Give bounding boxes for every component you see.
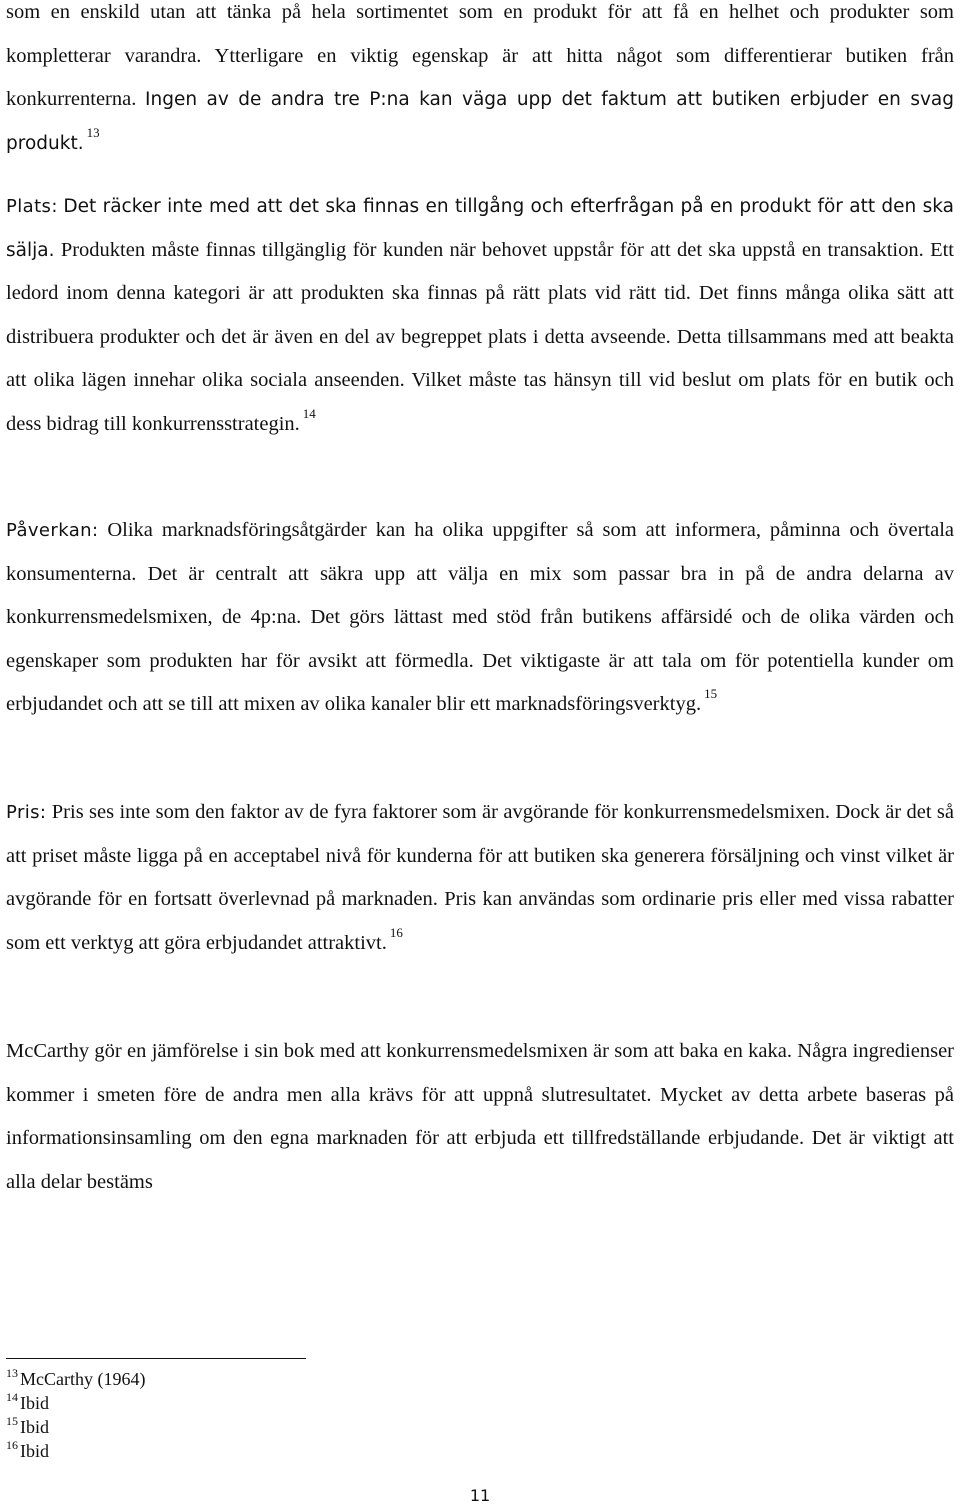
footnote-13 [6,1367,406,1391]
footnote-ref-16: 16 [389,924,403,940]
paragraph-paverkan [6,509,954,727]
paragraph-plats [6,185,954,446]
footnotes [6,1367,406,1463]
page-number: 11 [469,1486,491,1505]
footnote-15 [6,1415,406,1439]
paragraph-pris [6,791,954,965]
footnote-text: McCarthy (1964) [20,1369,146,1389]
footnote-separator [6,1358,306,1359]
footnote-ref-14: 14 [302,405,316,421]
footnote-ref-15: 15 [704,686,718,701]
footnote-text: Ibid [20,1417,49,1437]
paragraph-text: som en enskild utan att tänka på hela sortimentet som en produkt för att få en helhet och produkter som kompletterar varandra. Ytterligare en viktig egenskap är att hitta något som differentierar butiken från konkurrenterna. [6,1,954,110]
footnote-text: Ibid [20,1441,49,1461]
paragraph-text: Produkten måste finnas tillgänglig för kunden när behovet uppstår för att det ska uppstå en transaktion. Ett ledord inom denna kategori är att produkten ska finnas på rätt plats vid rätt tid. Det finns många olika sätt att distribuera produkter och det är även en del av begreppet plats i detta avseende. Detta tillsammans med att beakta att olika lägen innehar olika sociala anseenden. Vilket måste tas hänsyn till vid beslut om plats för en butik och dess bidrag till konkurrensstrategin. [6,238,955,435]
paragraph-text: Pris ses inte som den faktor av de fyra faktorer som är avgörande för konkurrensmedelsmixen. Dock är det så att priset måste ligga på en acceptabel nivå för kunderna för att butiken ska generera försäljning och vinst vilket är avgörande för en fortsatt överlevnad på marknaden. Pris kan användas som ordinarie pris eller med vissa rabatter som ett verktyg att göra erbjudandet attraktivt. [6,801,954,954]
paragraph-mccarthy [6,1030,954,1204]
footnote-number: 15 [6,1414,18,1428]
footnote-number: 16 [6,1438,18,1452]
paragraph-text: Olika marknadsföringsåtgärder kan ha olika uppgifter så som att informera, påminna och övertala konsumenterna. Det är centralt att säkra upp att välja en mix som passar bra in på de andra delarna av konkurrensmedelsmixen, de 4p:na. Det görs lättast med stöd från butikens affärsidé och de olika värden och egenskaper som produkten har för avsikt att förmedla. Det viktigaste är att tala om för potentiella kunder om erbjudandet och att se till att mixen av olika kanaler blir ett marknadsföringsverktyg. [6,519,954,715]
paragraph-product-continued [6,0,954,165]
footnote-ref-13: 13 [86,124,100,140]
paragraph-lead-sentence: Ingen av de andra tre P:na kan väga upp det faktum att butiken erbjuder en svag produkt. [6,89,955,154]
footnote-16 [6,1439,406,1463]
term-paverkan: Påverkan: [6,520,99,541]
paragraph-text: McCarthy gör en jämförelse i sin bok med att konkurrensmedelsmixen är som att baka en kaka. Några ingredienser kommer i smeten före de andra men alla krävs för att uppnå slutresultatet. Mycket av detta arbete baseras på informationsinsamling om den egna marknaden för att erbjuda ett tillfredställande erbjudande. Det är viktigt att alla delar bestäms [6,1040,954,1193]
footnote-number: 14 [6,1390,18,1404]
footnote-number: 13 [6,1366,18,1380]
footnote-text: Ibid [20,1393,49,1413]
term-pris: Pris: [6,802,47,823]
footnote-14 [6,1391,406,1415]
paragraph-lead-sentence: Det räcker inte med att det ska finnas en tillgång och efterfrågan på en produkt för att den ska sälja. [6,196,954,261]
term-plats: Plats: [6,196,58,217]
